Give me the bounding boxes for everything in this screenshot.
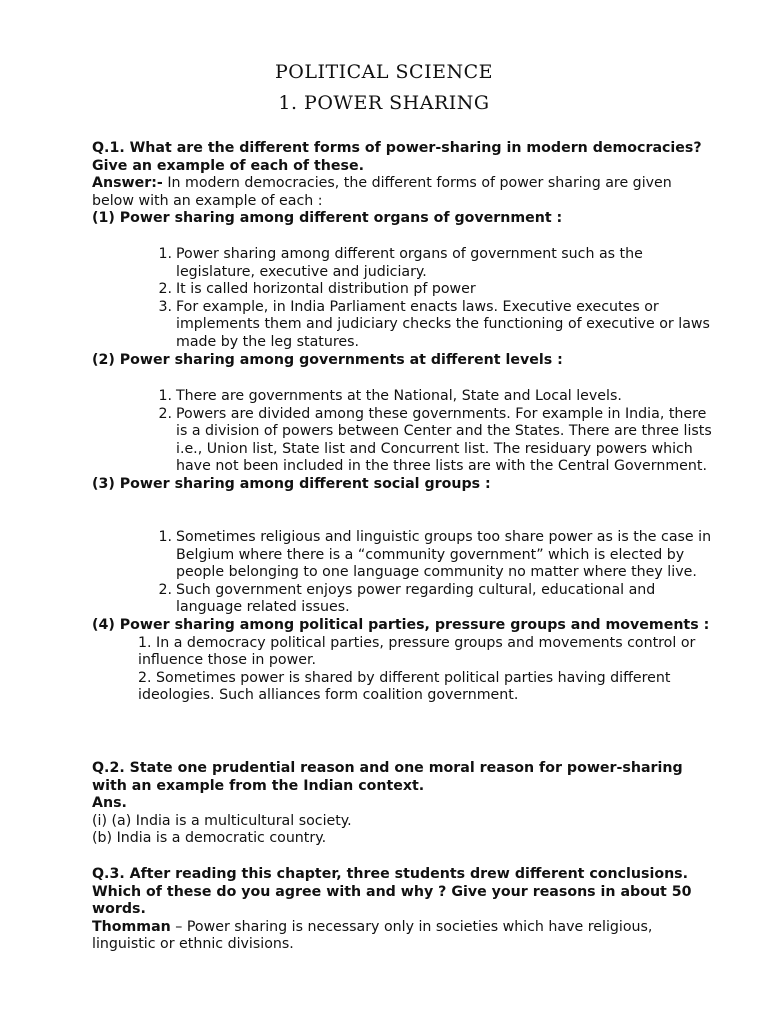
list-item: 1. Sometimes religious and linguistic groups too share power as is the case in Belgium where there is a “community government” which is elected by people belonging to one language community no matter where they live. xyxy=(158,529,712,581)
section-heading: (1) Power sharing among different organs of government : xyxy=(92,210,563,227)
list-item: 2. Powers are divided among these governments. For example in India, there is a division of powers between Center and the States. There are three lists i.e., Union list, State list and Concurrent list. The residuary powers which have not been included in the three lists are with the Central Government. xyxy=(158,405,712,475)
section-heading: (4) Power sharing among political parties, pressure groups and movements : xyxy=(92,616,710,633)
list-item: 2. It is called horizontal distribution pf power xyxy=(158,281,476,298)
answer-paragraph xyxy=(92,175,712,210)
list-item: 3. For example, in India Parliament enacts laws. Executive executes or implements them and judiciary checks the functioning of executive or laws made by the leg statures. xyxy=(158,298,710,350)
section-heading: (2) Power sharing among governments at different levels : xyxy=(92,351,563,368)
question-2 xyxy=(92,760,712,848)
list-item: 2. Such government enjoys power regarding cultural, educational and language related issues. xyxy=(158,581,656,616)
section-1-list xyxy=(92,246,712,369)
question-text: Q.1. What are the different forms of power-sharing in modern democracies? Give an example of each of these. xyxy=(92,140,702,174)
answer-label: Ans. xyxy=(92,795,127,812)
section-2-list xyxy=(92,388,712,494)
answer-line: (i) (a) India is a multicultural society. xyxy=(92,812,352,829)
list-item: 1. There are governments at the National, State and Local levels. xyxy=(158,388,622,404)
question-text: Q.3. After reading this chapter, three students drew different conclusions. Which of these do you agree with and why ? Give your reasons in about 50 words. xyxy=(92,866,692,918)
answer-text: – Power sharing is necessary only in societies which have religious, linguistic or ethnic divisions. xyxy=(92,918,653,953)
chapter-title: 1. POWER SHARING xyxy=(278,92,490,114)
question-text: Q.2. State one prudential reason and one moral reason for power-sharing with an example from the Indian context. xyxy=(92,760,683,794)
answer-label: Answer:- xyxy=(92,175,163,192)
section-heading: (3) Power sharing among different social groups : xyxy=(92,475,491,492)
question-1 xyxy=(92,140,712,228)
list-item: 2. Sometimes power is shared by different political parties having different ideologies. Such alliances form coalition government. xyxy=(138,669,671,704)
answer-paragraph xyxy=(92,919,712,954)
section-3-list xyxy=(92,529,712,705)
question-3 xyxy=(92,866,712,954)
answer-line: (b) India is a democratic country. xyxy=(92,830,327,847)
list-item: 1. In a democracy political parties, pressure groups and movements control or influence those in power. xyxy=(138,634,696,669)
document-title: POLITICAL SCIENCE xyxy=(274,61,494,83)
answer-text: In modern democracies, the different forms of power sharing are given below with an example of each : xyxy=(92,175,672,209)
list-item: 1. Power sharing among different organs of government such as the legislature, executive and judiciary. xyxy=(158,246,643,280)
student-name: Thomman xyxy=(92,918,171,935)
